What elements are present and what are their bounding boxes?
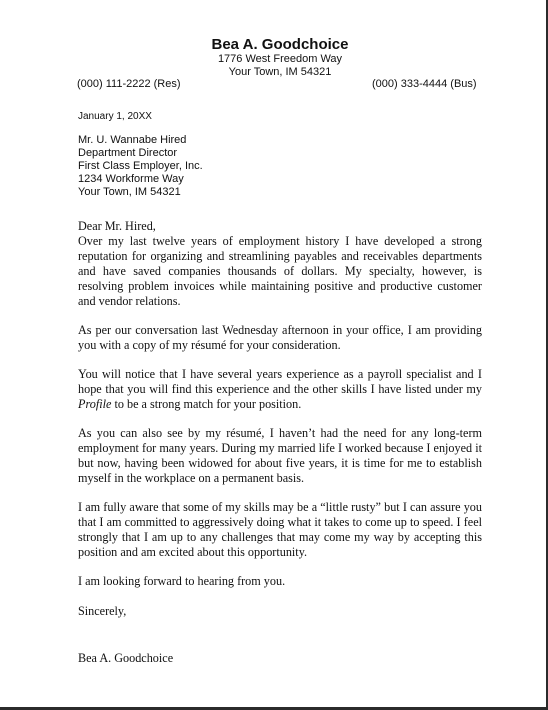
sender-city: Your Town, IM 54321 <box>228 66 332 78</box>
sender-street: 1776 West Freedom Way <box>217 53 343 65</box>
letter-body <box>78 219 482 666</box>
recipient-address-block <box>78 134 203 199</box>
recipient-name: Mr. U. Wannabe Hired <box>78 134 187 146</box>
paragraph-3 <box>78 367 482 412</box>
paragraph-2: As per our conversation last Wednesday afternoon in your office, I am providing you with a copy of my résumé for your consideration. <box>78 323 482 352</box>
recipient-street: 1234 Workforme Way <box>78 173 184 185</box>
profile-emphasis: Profile <box>78 397 112 411</box>
paragraph-6: I am looking forward to hearing from you. <box>78 574 286 588</box>
signature-name: Bea A. Goodchoice <box>78 651 174 665</box>
letterhead <box>0 36 548 79</box>
paragraph-1: Over my last twelve years of employment history I have developed a strong reputation for organizing and streamlining payables and receivables departments and have saved companies thousands of dollars. My specialty, however, is resolving problem invoices while maintaining positive and productive customer and vendor relations. <box>78 234 482 308</box>
paragraph-3-end: to be a strong match for your position. <box>111 397 302 411</box>
letter-date: January 1, 20XX <box>78 111 152 122</box>
recipient-department: Department Director <box>78 147 178 159</box>
sender-phone-residence: (000) 111-2222 (Res) <box>77 78 181 90</box>
sender-phone-business: (000) 333-4444 (Bus) <box>372 78 477 90</box>
paragraph-5: I am fully aware that some of my skills may be a “little rusty” but I can assure you that I am committed to aggressively doing what it takes to come up to speed. I feel strongly that I am up to any challenges that may come my way by accepting this position and am excited about this opportunity. <box>78 500 482 559</box>
closing: Sincerely, <box>78 604 127 618</box>
paragraph-3-start: You will notice that I have several years experience as a payroll specialist and I hope that you will find this experience and the other skills I have listed under my <box>78 367 482 396</box>
paragraph-4: As you can also see by my résumé, I haven’t had the need for any long-term employment for many years. During my married life I worked because I enjoyed it but now, having been widowed for about five years, it is time for me to establish myself in the workplace on a permanent basis. <box>78 426 482 485</box>
salutation: Dear Mr. Hired, <box>78 219 156 233</box>
sender-name: Bea A. Goodchoice <box>211 36 349 53</box>
recipient-city: Your Town, IM 54321 <box>78 186 181 198</box>
recipient-company: First Class Employer, Inc. <box>78 160 203 172</box>
